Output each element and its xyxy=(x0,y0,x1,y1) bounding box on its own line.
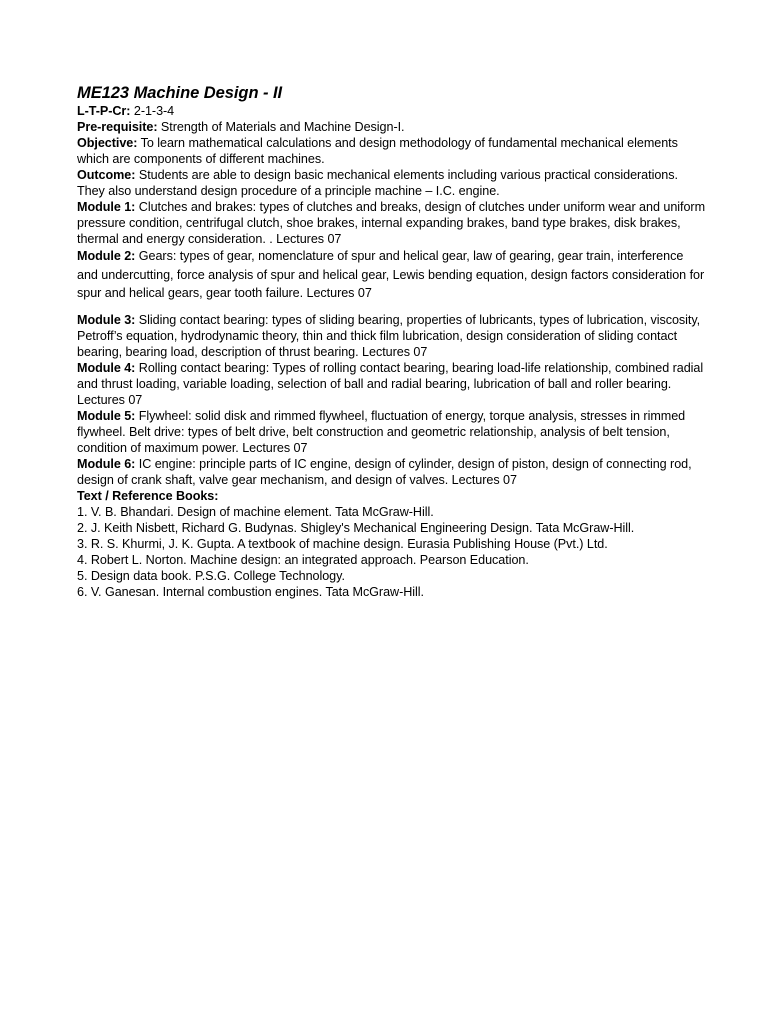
objective-line xyxy=(77,135,707,167)
prerequisite-label: Pre-requisite: xyxy=(77,120,158,134)
ltpc-value: 2-1-3-4 xyxy=(130,104,175,118)
module-2-label: Module 2: xyxy=(77,249,136,263)
reference-item: 1. V. B. Bhandari. Design of machine element. Tata McGraw-Hill. xyxy=(77,504,434,519)
course-title: ME123 Machine Design - II xyxy=(77,84,283,102)
reference-item: 2. J. Keith Nisbett, Richard G. Budynas. Shigley's Mechanical Engineering Design. Tata McGraw-Hill. xyxy=(77,520,635,535)
objective-label: Objective: xyxy=(77,136,138,150)
module-6-label: Module 6: xyxy=(77,456,136,471)
outcome-value: Students are able to design basic mechanical elements including various practical considerations. They also understand design procedure of a principle machine – I.C. engine. xyxy=(77,168,682,198)
references-heading xyxy=(77,488,707,504)
module-5 xyxy=(77,408,707,456)
reference-list xyxy=(77,504,707,600)
reference-item: 3. R. S. Khurmi, J. K. Gupta. A textbook of machine design. Eurasia Publishing House (Pvt.) Ltd. xyxy=(77,536,608,551)
module-1 xyxy=(77,199,707,247)
paragraph-gap xyxy=(77,303,707,312)
references-heading-text: Text / Reference Books: xyxy=(77,488,219,503)
module-5-text: Flywheel: solid disk and rimmed flywheel, fluctuation of energy, torque analysis, stresses in rimmed flywheel. Belt drive: types of belt drive, belt construction and geometric relationship, analysis of belt tension, condition of maximum power. Lectures 07 xyxy=(77,408,689,455)
prerequisite-line xyxy=(77,119,707,135)
module-6-text: IC engine: principle parts of IC engine, design of cylinder, design of piston, design of connecting rod, design of crank shaft, valve gear mechanism, and design of valves. Lectures 07 xyxy=(77,456,695,487)
module-2-text: Gears: types of gear, nomenclature of spur and helical gear, law of gearing, gear train, interference and undercutting, force analysis of spur and helical gear, Lewis bending equation, design factors consideration for spur and helical gears, gear tooth failure. Lectures 07 xyxy=(77,249,708,300)
module-6 xyxy=(77,456,707,488)
module-3-text: Sliding contact bearing: types of sliding bearing, properties of lubricants, types of lubrication, viscosity, Petroff’s equation, hydrodynamic theory, thin and thick film lubrication, design consideration of sliding contact bearing, bearing load, description of thrust bearing. Lectures 07 xyxy=(77,312,704,359)
module-3-label: Module 3: xyxy=(77,312,136,327)
objective-value: To learn mathematical calculations and design methodology of fundamental mechanical elements which are components of different machines. xyxy=(77,136,682,166)
module-4 xyxy=(77,360,707,408)
prerequisite-value: Strength of Materials and Machine Design-I. xyxy=(157,120,405,134)
syllabus-content xyxy=(77,83,707,600)
module-1-label: Module 1: xyxy=(77,200,136,214)
reference-item: 4. Robert L. Norton. Machine design: an integrated approach. Pearson Education. xyxy=(77,552,529,567)
reference-item: 6. V. Ganesan. Internal combustion engines. Tata McGraw-Hill. xyxy=(77,584,424,599)
module-5-label: Module 5: xyxy=(77,408,136,423)
module-3 xyxy=(77,312,707,360)
outcome-line xyxy=(77,167,707,199)
reference-item: 5. Design data book. P.S.G. College Technology. xyxy=(77,568,345,583)
module-4-text: Rolling contact bearing: Types of rolling contact bearing, bearing load-life relationship, combined radial and thrust loading, variable loading, selection of ball and radial bearing, lubrication of ball and roller bearing. Lectures 07 xyxy=(77,360,707,407)
ltpc-label: L-T-P-Cr: xyxy=(77,104,131,118)
module-1-text: Clutches and brakes: types of clutches and breaks, design of clutches under uniform wear and uniform pressure condition, centrifugal clutch, shoe brakes, internal expanding brakes, band type brakes, disk brakes, thermal and energy consideration. . Lectures 07 xyxy=(77,200,709,246)
module-2 xyxy=(77,247,707,303)
module-4-label: Module 4: xyxy=(77,360,136,375)
ltpc-line xyxy=(77,103,707,119)
outcome-label: Outcome: xyxy=(77,168,136,182)
